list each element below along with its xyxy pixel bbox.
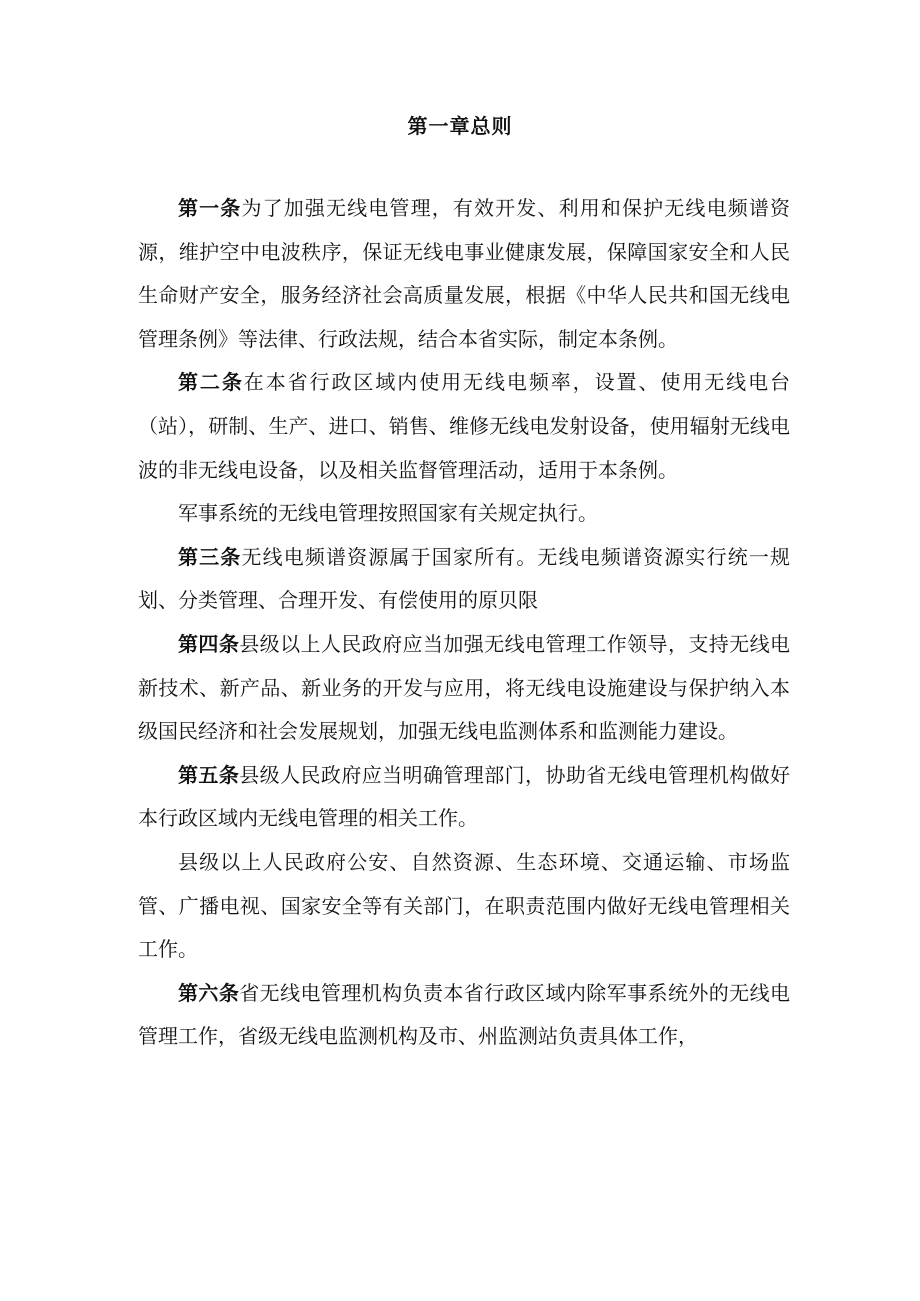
article-number: 第三条 bbox=[178, 544, 242, 569]
article-text: 无线电频谱资源属于国家所有。无线电频谱资源实行统一规划、分类管理、合理开发、有偿使用的原贝限 bbox=[138, 544, 791, 613]
article-3 bbox=[138, 536, 790, 623]
article-text: 在本省行政区域内使用无线电频率，设置、使用无线电台（站），研制、生产、进口、销售、维修无线电发射设备，使用辐射无线电波的非无线电设备，以及相关监督管理活动，适用于本条例。 bbox=[138, 370, 791, 482]
chapter-title: 第一章总则 bbox=[407, 114, 513, 138]
article-2 bbox=[138, 361, 790, 492]
article-number: 第二条 bbox=[178, 370, 244, 395]
article-4 bbox=[138, 623, 790, 754]
article-number: 第六条 bbox=[178, 980, 240, 1005]
article-number: 第一条 bbox=[178, 196, 242, 220]
article-text: 为了加强无线电管理，有效开发、利用和保护无线电频谱资源，维护空中电波秩序，保证无线电事业健康发展，保障国家安全和人民生命财产安全，服务经济社会高质量发展，根据《中华人民共和国无线电管理条例》等法律、行政法规，结合本省实际，制定本条例。 bbox=[138, 196, 791, 351]
article-5 bbox=[138, 754, 790, 841]
article-5-paragraph-2: 县级以上人民政府公安、自然资源、生态环境、交通运输、市场监管、广播电视、国家安全等有关部门，在职责范围内做好无线电管理相关工作。 bbox=[138, 849, 790, 962]
article-text: 县级以上人民政府应当加强无线电管理工作领导，支持无线电新技术、新产品、新业务的开发与应用，将无线电设施建设与保护纳入本级国民经济和社会发展规划，加强无线电监测体系和监测能力建设。 bbox=[138, 631, 791, 744]
article-6 bbox=[138, 972, 790, 1059]
article-number: 第四条 bbox=[178, 631, 240, 656]
article-text: 省无线电管理机构负责本省行政区域内除军事系统外的无线电管理工作，省级无线电监测机构及市、州监测站负责具体工作， bbox=[138, 980, 791, 1049]
regulation-body bbox=[138, 187, 790, 1059]
article-number: 第五条 bbox=[178, 762, 240, 787]
article-text: 县级人民政府应当明确管理部门，协助省无线电管理机构做好本行政区域内无线电管理的相关工作。 bbox=[138, 762, 791, 831]
article-2-paragraph-2: 军事系统的无线电管理按照国家有关规定执行。 bbox=[178, 501, 598, 526]
article-1 bbox=[138, 187, 790, 361]
